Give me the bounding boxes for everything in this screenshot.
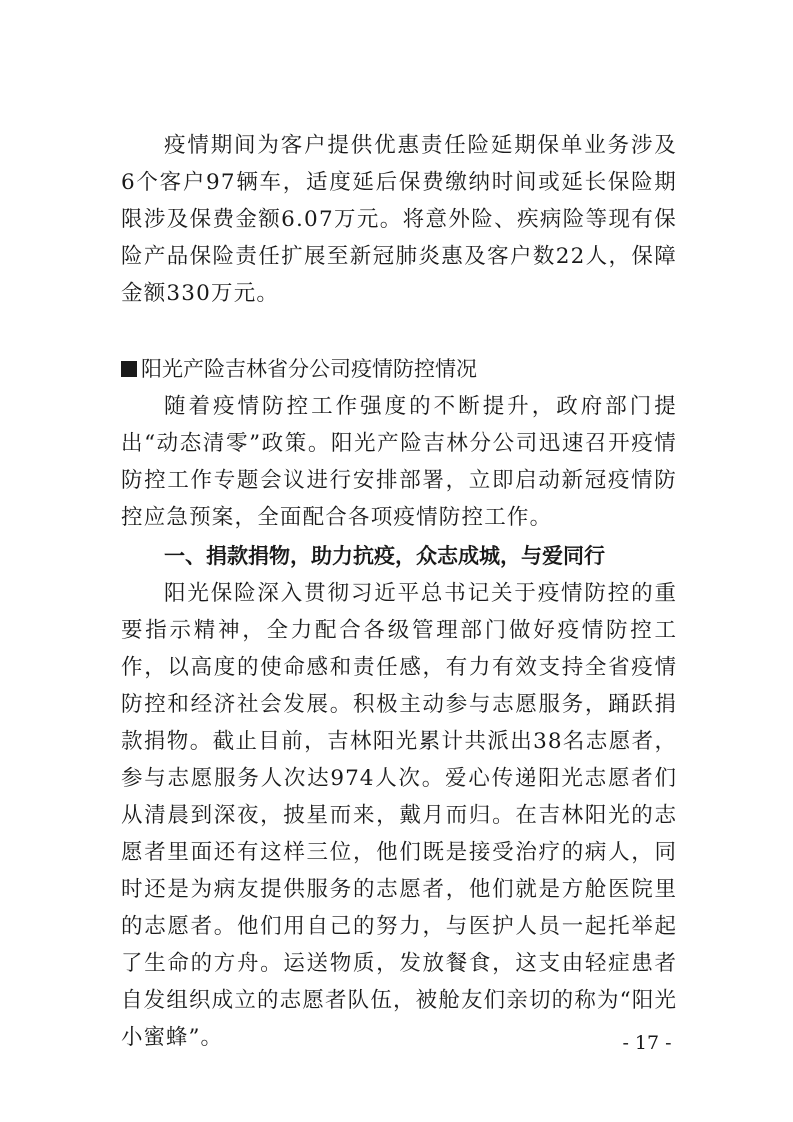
subsection-heading: 一、捐款捐物，助力抗疫，众志成城，与爱同行 bbox=[164, 544, 605, 568]
paragraph-policy: 随着疫情防控工作强度的不断提升，政府部门提出“动态清零”政策。阳光产险吉林分公司迅速召开疫情防控工作专题会议进行安排部署，立即启动新冠疫情防控应急预案，全面配合各项疫情防控工作。 bbox=[121, 394, 677, 530]
square-bullet-icon bbox=[121, 361, 137, 377]
paragraph-volunteers: 阳光保险深入贯彻习近平总书记关于疫情防控的重要指示精神，全力配合各级管理部门做好疫情防控工作，以高度的使命感和责任感，有力有效支持全省疫情防控和经济社会发展。积极主动参与志愿服务，踊跃捐款捐物。截止目前，吉林阳光累计共派出38名志愿者，参与志愿服务人次达974人次。爱心传递阳光志愿者们从清晨到深夜，披星而来，戴月而归。在吉林阳光的志愿者里面还有这样三位，他们既是接受治疗的病人，同时还是为病友提供服务的志愿者，他们就是方舱医院里的志愿者。他们用自己的努力，与医护人员一起托举起了生命的方舟。运送物质，发放餐食，这支由轻症患者自发组织成立的志愿者队伍，被舱友们亲切的称为“阳光小蜜蜂”。 bbox=[121, 581, 677, 1050]
page-number: - 17 - bbox=[622, 1032, 672, 1054]
section-heading bbox=[121, 353, 677, 385]
section-heading-text: 阳光产险吉林省分公司疫情防控情况 bbox=[141, 357, 477, 381]
paragraph-insurance-relief: 疫情期间为客户提供优惠责任险延期保单业务涉及6个客户97辆车，适度延后保费缴纳时间或延长保险期限涉及保费金额6.07万元。将意外险、疾病险等现有保险产品保险责任扩展至新冠肺炎惠及客户数22人，保障金额330万元。 bbox=[121, 133, 677, 306]
